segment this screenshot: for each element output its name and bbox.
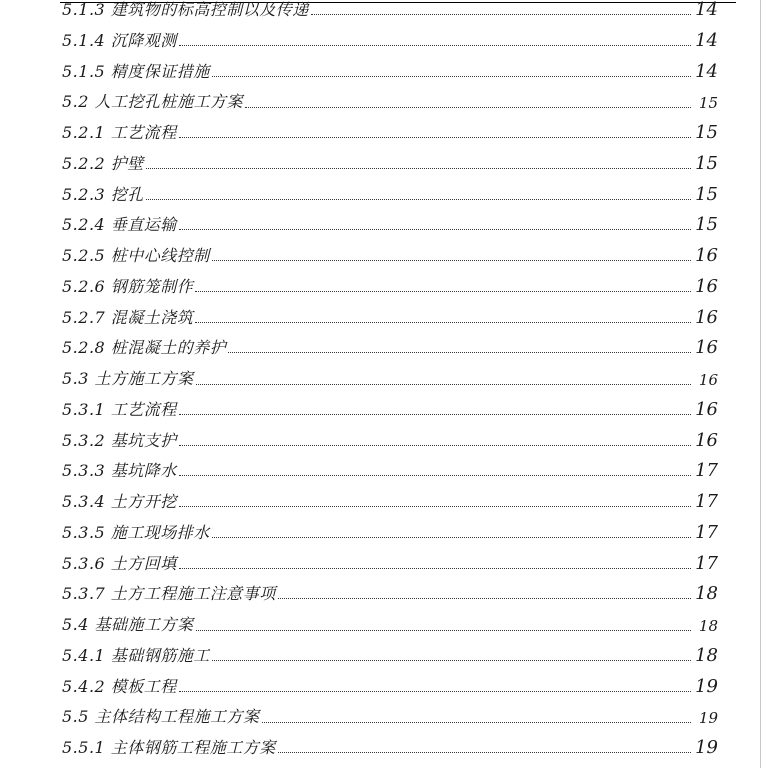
toc-entry[interactable] xyxy=(62,304,718,328)
toc-entry-title: 5.3 土方施工方案 xyxy=(62,369,194,388)
toc-entry-page-number: 18 xyxy=(695,644,718,666)
toc-entry[interactable] xyxy=(62,427,718,451)
toc-leader-dots xyxy=(179,228,691,230)
toc-entry-page-number: 15 xyxy=(695,183,718,205)
toc-entry-page-number: 17 xyxy=(695,521,718,543)
toc-leader-dots xyxy=(146,167,691,169)
toc-leader-dots xyxy=(179,444,691,446)
toc-entry-page-number: 15 xyxy=(695,122,718,143)
toc-entry-title: 5.3.2 基坑支护 xyxy=(62,430,177,450)
toc-leader-dots xyxy=(179,567,691,569)
toc-entry[interactable] xyxy=(62,242,718,266)
toc-entry[interactable] xyxy=(62,734,718,758)
toc-entry-page-number: 16 xyxy=(695,337,718,359)
toc-entry[interactable] xyxy=(62,396,718,420)
toc-entry-page-number: 18 xyxy=(698,617,718,635)
toc-entry[interactable] xyxy=(62,181,718,205)
toc-entry-page-number: 16 xyxy=(695,275,718,297)
toc-leader-dots xyxy=(212,536,691,538)
toc-leader-dots xyxy=(196,383,691,385)
toc-entry[interactable] xyxy=(62,150,718,174)
toc-leader-dots xyxy=(179,505,691,507)
toc-entry-title: 5.3.5 施工现场排水 xyxy=(62,522,210,542)
toc-entry-title: 5.2.1 工艺流程 xyxy=(62,123,177,142)
toc-entry-title: 5.3.4 土方开挖 xyxy=(62,492,177,511)
toc-entry[interactable] xyxy=(62,611,718,635)
toc-entry[interactable] xyxy=(62,550,718,574)
toc-leader-dots xyxy=(228,351,691,353)
toc-entry-page-number: 17 xyxy=(695,460,718,482)
toc-entry-title: 5.4.2 模板工程 xyxy=(62,676,177,696)
toc-leader-dots xyxy=(195,290,691,292)
toc-entry[interactable] xyxy=(62,457,718,481)
toc-entry-title: 5.1.3 建筑物的标高控制以及传递 xyxy=(62,0,309,19)
toc-leader-dots xyxy=(195,321,691,323)
toc-entry-title: 5.2.2 护壁 xyxy=(62,153,144,173)
toc-entry-page-number: 17 xyxy=(695,552,718,574)
toc-entry[interactable] xyxy=(62,673,718,697)
toc-entry-page-number: 16 xyxy=(695,245,718,266)
toc-leader-dots xyxy=(278,751,691,753)
toc-entry-title: 5.5.1 主体钢筋工程施工方案 xyxy=(62,738,276,757)
toc-entry-title: 5.2.7 混凝土浇筑 xyxy=(62,307,194,327)
toc-leader-dots xyxy=(179,413,691,415)
toc-entry-title: 5.2.5 桩中心线控制 xyxy=(62,246,210,265)
toc-entry-page-number: 19 xyxy=(695,737,718,758)
toc-entry[interactable] xyxy=(62,88,718,112)
toc-entry[interactable] xyxy=(62,519,718,543)
toc-entry[interactable] xyxy=(62,334,718,358)
toc-entry-title: 5.2.6 钢筋笼制作 xyxy=(62,276,194,296)
toc-entry-page-number: 14 xyxy=(695,60,718,82)
toc-entry-title: 5.3.6 土方回填 xyxy=(62,553,177,573)
toc-entry-title: 5.3.3 基坑降水 xyxy=(62,461,177,481)
toc-entry-title: 5.2 人工挖孔桩施工方案 xyxy=(62,92,244,112)
toc-entry-page-number: 16 xyxy=(695,306,718,328)
toc-entry-title: 5.4.1 基础钢筋施工 xyxy=(62,645,210,665)
toc-entry-page-number: 19 xyxy=(698,709,718,728)
toc-entry-page-number: 14 xyxy=(695,0,718,20)
toc-entry[interactable] xyxy=(62,580,718,604)
toc-entry-title: 5.3.7 土方工程施工注意事项 xyxy=(62,584,276,604)
toc-entry[interactable] xyxy=(62,211,718,235)
toc-entry-title: 5.3.1 工艺流程 xyxy=(62,399,177,419)
page-edge xyxy=(760,0,761,768)
toc-leader-dots xyxy=(262,721,691,723)
toc-entry-page-number: 15 xyxy=(695,214,718,236)
toc-entry-title: 5.1.4 沉降观测 xyxy=(62,30,177,50)
toc-entry-page-number: 16 xyxy=(695,398,718,420)
toc-entry[interactable] xyxy=(62,119,718,143)
toc-entry[interactable] xyxy=(62,365,718,389)
toc-leader-dots xyxy=(212,75,691,77)
toc-entry-title: 5.5 主体结构工程施工方案 xyxy=(62,707,260,727)
toc-leader-dots xyxy=(278,597,691,599)
toc-entry[interactable] xyxy=(62,703,718,727)
toc-leader-dots xyxy=(212,659,691,661)
toc-entry-title: 5.1.5 精度保证措施 xyxy=(62,61,210,81)
toc-entry-page-number: 19 xyxy=(695,675,718,697)
toc-leader-dots xyxy=(179,474,691,476)
toc-leader-dots xyxy=(146,198,691,200)
toc-leader-dots xyxy=(212,259,691,261)
toc-entry-page-number: 14 xyxy=(695,29,718,51)
toc-leader-dots xyxy=(311,13,691,15)
toc-entry[interactable] xyxy=(62,0,718,20)
toc-entry-page-number: 16 xyxy=(698,371,718,389)
toc-leader-dots xyxy=(179,690,691,692)
toc-entry-page-number: 18 xyxy=(695,583,718,605)
toc-leader-dots xyxy=(245,106,691,108)
toc-entry-page-number: 16 xyxy=(695,429,718,451)
toc-entry-title: 5.4 基础施工方案 xyxy=(62,615,194,634)
toc-entry[interactable] xyxy=(62,27,718,51)
toc-entry-page-number: 17 xyxy=(695,491,718,512)
toc-leader-dots xyxy=(179,44,691,46)
toc-entry-title: 5.2.4 垂直运输 xyxy=(62,215,177,235)
toc-entry-page-number: 15 xyxy=(698,94,718,113)
toc-entry[interactable] xyxy=(62,273,718,297)
toc-leader-dots xyxy=(179,136,691,138)
toc-entry[interactable] xyxy=(62,642,718,666)
toc-entry-page-number: 15 xyxy=(695,152,718,174)
toc-entry[interactable] xyxy=(62,488,718,512)
toc-entry[interactable] xyxy=(62,58,718,82)
toc-entry-title: 5.2.8 桩混凝土的养护 xyxy=(62,338,227,358)
toc-leader-dots xyxy=(196,629,691,631)
toc-entry-title: 5.2.3 挖孔 xyxy=(62,184,144,204)
